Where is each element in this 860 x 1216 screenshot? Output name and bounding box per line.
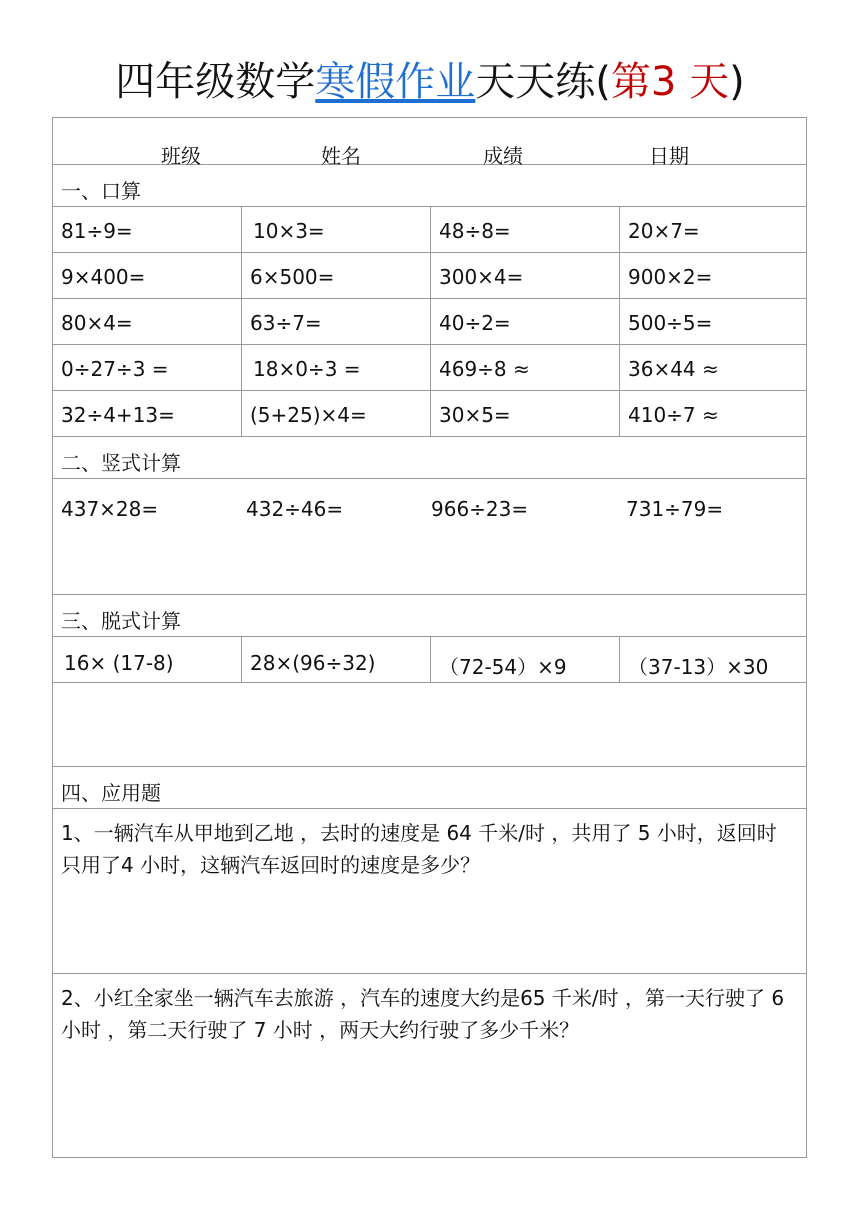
title-part-1: 四年级数学 (115, 59, 316, 105)
oral-item: 40÷2= (439, 311, 511, 335)
score-label: 成绩 (483, 144, 523, 168)
oral-item: 300×4= (439, 265, 524, 289)
column-divider (241, 637, 242, 682)
oral-item: 410÷7 ≈ (628, 403, 719, 427)
title-highlight: 寒假作业 (315, 59, 476, 105)
column-divider (619, 391, 620, 436)
section-4-title: 四、应用题 (61, 781, 161, 805)
column-divider (430, 345, 431, 390)
column-divider (619, 637, 620, 682)
title-part-5: ) (729, 59, 745, 105)
vertical-item: 432÷46= (246, 497, 344, 521)
column-divider (430, 299, 431, 344)
section-heading-word-problems (53, 767, 806, 809)
stepwise-item: （72-54）×9 (439, 655, 567, 679)
column-divider (619, 345, 620, 390)
vertical-item: 731÷79= (626, 497, 724, 521)
oral-item: 6×500= (250, 265, 335, 289)
column-divider (241, 299, 242, 344)
title-part-3: 天天练( (475, 59, 611, 105)
column-divider (619, 207, 620, 252)
name-label: 姓名 (321, 144, 361, 168)
column-divider (430, 207, 431, 252)
stepwise-work-area (53, 683, 806, 767)
worksheet (52, 117, 807, 1158)
vertical-item: 437×28= (61, 497, 159, 521)
oral-item: 36×44 ≈ (628, 357, 719, 381)
word-problem-1 (53, 809, 806, 974)
column-divider (241, 207, 242, 252)
oral-item: 900×2= (628, 265, 713, 289)
section-1-title: 一、口算 (61, 179, 141, 203)
oral-item: 81÷9= (61, 219, 133, 243)
page-title (0, 52, 860, 112)
oral-row-4 (53, 345, 806, 391)
problem-1-text: 1、一辆汽车从甲地到乙地 ，去时的速度是 64 千米/时 ，共用了 5 小时，返回时只用了4 小时，这辆汽车返回时的速度是多少？ (61, 821, 777, 877)
column-divider (430, 391, 431, 436)
oral-item: 32÷4+13= (61, 403, 175, 427)
column-divider (430, 253, 431, 298)
header-row (53, 118, 806, 168)
oral-item: 18×0÷3 = (253, 357, 361, 381)
section-2-title: 二、竖式计算 (61, 451, 181, 475)
column-divider (241, 345, 242, 390)
column-divider (241, 391, 242, 436)
section-heading-stepwise (53, 595, 806, 637)
column-divider (430, 637, 431, 682)
section-heading-vertical (53, 437, 806, 479)
oral-item: 500÷5= (628, 311, 713, 335)
stepwise-item: 16× (17-8) (64, 651, 174, 675)
oral-row-3 (53, 299, 806, 345)
problem-2-text: 2、小红全家坐一辆汽车去旅游 ，汽车的速度大约是65 千米/时 ，第一天行驶了 6 小时 ，第二天行驶了 7 小时 ，两天大约行驶了多少千米？ (61, 986, 785, 1042)
column-divider (619, 299, 620, 344)
oral-item: 10×3= (253, 219, 325, 243)
word-problem-2 (53, 974, 806, 1157)
section-3-title: 三、脱式计算 (61, 609, 181, 633)
oral-row-5 (53, 391, 806, 437)
column-divider (619, 253, 620, 298)
vertical-calc-area (53, 479, 806, 595)
date-label: 日期 (649, 144, 689, 168)
oral-item: 20×7= (628, 219, 700, 243)
title-day: 第3 天 (610, 59, 730, 105)
stepwise-item: （37-13）×30 (628, 655, 769, 679)
oral-item: (5+25)×4= (250, 403, 367, 427)
oral-item: 469÷8 ≈ (439, 357, 530, 381)
column-divider (241, 253, 242, 298)
oral-item: 63÷7= (250, 311, 322, 335)
oral-item: 9×400= (61, 265, 146, 289)
oral-row-2 (53, 253, 806, 299)
oral-item: 30×5= (439, 403, 511, 427)
stepwise-row (53, 637, 806, 683)
class-label: 班级 (161, 144, 201, 168)
oral-item: 48÷8= (439, 219, 511, 243)
oral-item: 80×4= (61, 311, 133, 335)
oral-item: 0÷27÷3 = (61, 357, 169, 381)
vertical-item: 966÷23= (431, 497, 529, 521)
oral-row-1 (53, 207, 806, 253)
section-heading-oral (53, 165, 806, 207)
stepwise-item: 28×(96÷32) (250, 651, 376, 675)
